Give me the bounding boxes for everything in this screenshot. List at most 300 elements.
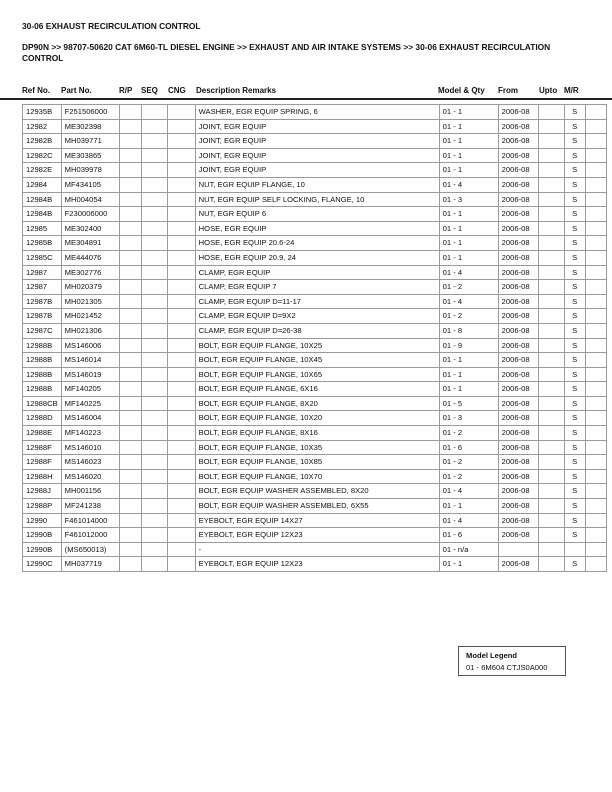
- cell-ref-no: 12984B: [23, 192, 62, 207]
- cell-spacer: [585, 396, 606, 411]
- table-row: [23, 455, 607, 470]
- cell-part-no: ME304891: [61, 236, 119, 251]
- cell-rp: [119, 280, 141, 295]
- table-row: [23, 338, 607, 353]
- cell-spacer: [585, 134, 606, 149]
- table-row: [23, 221, 607, 236]
- cell-from: 2006-08: [498, 323, 538, 338]
- table-row: [23, 294, 607, 309]
- cell-description: WASHER, EGR EQUIP SPRING, 6: [195, 105, 439, 120]
- cell-seq: [141, 440, 167, 455]
- cell-model-qty: 01 - 4: [439, 294, 498, 309]
- cell-upto: [538, 382, 564, 397]
- cell-description: BOLT, EGR EQUIP FLANGE, 8X20: [195, 396, 439, 411]
- cell-seq: [141, 499, 167, 514]
- table-row: [23, 557, 607, 572]
- table-row: [23, 192, 607, 207]
- table-row: [23, 542, 607, 557]
- cell-model-qty: 01 - 1: [439, 207, 498, 222]
- cell-cng: [167, 557, 195, 572]
- cell-ref-no: 12988E: [23, 426, 62, 441]
- cell-description: NUT, EGR EQUIP SELF LOCKING, FLANGE, 10: [195, 192, 439, 207]
- cell-upto: [538, 134, 564, 149]
- cell-seq: [141, 236, 167, 251]
- cell-model-qty: 01 - 8: [439, 323, 498, 338]
- cell-mr: S: [564, 396, 585, 411]
- cell-mr: S: [564, 367, 585, 382]
- cell-mr: S: [564, 134, 585, 149]
- cell-cng: [167, 382, 195, 397]
- cell-mr: S: [564, 469, 585, 484]
- cell-model-qty: 01 - 2: [439, 309, 498, 324]
- cell-ref-no: 12990C: [23, 557, 62, 572]
- cell-model-qty: 01 - 1: [439, 163, 498, 178]
- cell-rp: [119, 542, 141, 557]
- cell-spacer: [585, 309, 606, 324]
- header-part-no: Part No.: [61, 86, 92, 95]
- cell-ref-no: 12982C: [23, 148, 62, 163]
- cell-cng: [167, 236, 195, 251]
- cell-part-no: ME444076: [61, 250, 119, 265]
- cell-rp: [119, 163, 141, 178]
- cell-from: 2006-08: [498, 177, 538, 192]
- cell-spacer: [585, 177, 606, 192]
- cell-from: 2006-08: [498, 367, 538, 382]
- cell-ref-no: 12988F: [23, 440, 62, 455]
- cell-model-qty: 01 - 2: [439, 280, 498, 295]
- cell-ref-no: 12990B: [23, 542, 62, 557]
- cell-from: 2006-08: [498, 440, 538, 455]
- cell-seq: [141, 207, 167, 222]
- cell-spacer: [585, 411, 606, 426]
- cell-part-no: MF434105: [61, 177, 119, 192]
- header-divider: [0, 98, 612, 100]
- cell-description: BOLT, EGR EQUIP FLANGE, 10X70: [195, 469, 439, 484]
- cell-part-no: F461012000: [61, 528, 119, 543]
- cell-description: BOLT, EGR EQUIP FLANGE, 10X65: [195, 367, 439, 382]
- cell-description: HOSE, EGR EQUIP 20.6-24: [195, 236, 439, 251]
- parts-table: [22, 104, 607, 572]
- cell-model-qty: 01 - 3: [439, 411, 498, 426]
- cell-cng: [167, 105, 195, 120]
- table-row: [23, 119, 607, 134]
- cell-mr: S: [564, 382, 585, 397]
- cell-from: 2006-08: [498, 382, 538, 397]
- cell-part-no: MF140225: [61, 396, 119, 411]
- cell-part-no: F251506000: [61, 105, 119, 120]
- cell-mr: S: [564, 119, 585, 134]
- cell-cng: [167, 309, 195, 324]
- cell-ref-no: 12982: [23, 119, 62, 134]
- cell-description: BOLT, EGR EQUIP FLANGE, 10X35: [195, 440, 439, 455]
- cell-description: JOINT, EGR EQUIP: [195, 134, 439, 149]
- cell-rp: [119, 411, 141, 426]
- table-row: [23, 105, 607, 120]
- cell-rp: [119, 221, 141, 236]
- cell-part-no: ME303865: [61, 148, 119, 163]
- cell-rp: [119, 134, 141, 149]
- cell-model-qty: 01 - 4: [439, 484, 498, 499]
- cell-ref-no: 12985: [23, 221, 62, 236]
- cell-cng: [167, 528, 195, 543]
- cell-upto: [538, 105, 564, 120]
- cell-mr: S: [564, 557, 585, 572]
- cell-mr: S: [564, 177, 585, 192]
- cell-description: BOLT, EGR EQUIP WASHER ASSEMBLED, 8X20: [195, 484, 439, 499]
- cell-part-no: MF241238: [61, 499, 119, 514]
- cell-from: 2006-08: [498, 411, 538, 426]
- legend-entry: 01 - 6M604 CTJS0A000: [466, 663, 548, 672]
- cell-model-qty: 01 - 1: [439, 236, 498, 251]
- cell-ref-no: 12990: [23, 513, 62, 528]
- cell-seq: [141, 309, 167, 324]
- cell-model-qty: 01 - 1: [439, 119, 498, 134]
- cell-description: EYEBOLT, EGR EQUIP 14X27: [195, 513, 439, 528]
- table-row: [23, 323, 607, 338]
- cell-description: BOLT, EGR EQUIP FLANGE, 10X85: [195, 455, 439, 470]
- table-row: [23, 367, 607, 382]
- cell-model-qty: 01 - 1: [439, 221, 498, 236]
- cell-spacer: [585, 499, 606, 514]
- cell-model-qty: 01 - 4: [439, 265, 498, 280]
- cell-cng: [167, 148, 195, 163]
- header-model-qty: Model & Qty: [438, 86, 485, 95]
- cell-mr: S: [564, 105, 585, 120]
- cell-from: 2006-08: [498, 236, 538, 251]
- cell-rp: [119, 367, 141, 382]
- cell-from: 2006-08: [498, 455, 538, 470]
- cell-upto: [538, 280, 564, 295]
- breadcrumb: DP90N >> 98707-50620 CAT 6M60-TL DIESEL ENGINE >> EXHAUST AND AIR INTAKE SYSTEMS >> 30-06 EXHAUST RECIRCULATION CONTROL: [22, 42, 551, 63]
- cell-part-no: MH021305: [61, 294, 119, 309]
- cell-spacer: [585, 353, 606, 368]
- cell-ref-no: 12982B: [23, 134, 62, 149]
- cell-part-no: MH039771: [61, 134, 119, 149]
- table-row: [23, 396, 607, 411]
- table-row: [23, 528, 607, 543]
- table-row: [23, 134, 607, 149]
- cell-mr: S: [564, 323, 585, 338]
- cell-cng: [167, 455, 195, 470]
- cell-cng: [167, 440, 195, 455]
- cell-description: NUT, EGR EQUIP 6: [195, 207, 439, 222]
- header-upto: Upto: [539, 86, 558, 95]
- cell-description: EYEBOLT, EGR EQUIP 12X23: [195, 528, 439, 543]
- cell-upto: [538, 250, 564, 265]
- cell-cng: [167, 163, 195, 178]
- cell-description: NUT, EGR EQUIP FLANGE, 10: [195, 177, 439, 192]
- cell-rp: [119, 499, 141, 514]
- cell-upto: [538, 177, 564, 192]
- cell-rp: [119, 484, 141, 499]
- cell-rp: [119, 426, 141, 441]
- cell-seq: [141, 177, 167, 192]
- cell-from: 2006-08: [498, 396, 538, 411]
- cell-rp: [119, 382, 141, 397]
- cell-mr: S: [564, 280, 585, 295]
- table-header: [0, 86, 612, 98]
- cell-rp: [119, 177, 141, 192]
- cell-rp: [119, 192, 141, 207]
- cell-upto: [538, 499, 564, 514]
- cell-ref-no: 12987: [23, 265, 62, 280]
- cell-model-qty: 01 - 1: [439, 557, 498, 572]
- cell-seq: [141, 382, 167, 397]
- cell-upto: [538, 192, 564, 207]
- cell-spacer: [585, 119, 606, 134]
- cell-upto: [538, 265, 564, 280]
- cell-description: BOLT, EGR EQUIP FLANGE, 10X25: [195, 338, 439, 353]
- cell-part-no: MS146019: [61, 367, 119, 382]
- cell-description: EYEBOLT, EGR EQUIP 12X23: [195, 557, 439, 572]
- cell-ref-no: 12988J: [23, 484, 62, 499]
- cell-ref-no: 12987B: [23, 294, 62, 309]
- cell-ref-no: 12988F: [23, 455, 62, 470]
- cell-ref-no: 12988B: [23, 338, 62, 353]
- cell-description: CLAMP, EGR EQUIP 7: [195, 280, 439, 295]
- cell-model-qty: 01 - 4: [439, 177, 498, 192]
- cell-cng: [167, 323, 195, 338]
- cell-from: 2006-08: [498, 426, 538, 441]
- cell-spacer: [585, 236, 606, 251]
- table-row: [23, 309, 607, 324]
- cell-from: 2006-08: [498, 513, 538, 528]
- cell-ref-no: 12988D: [23, 411, 62, 426]
- cell-upto: [538, 353, 564, 368]
- cell-part-no: MF140223: [61, 426, 119, 441]
- cell-spacer: [585, 250, 606, 265]
- cell-ref-no: 12987C: [23, 323, 62, 338]
- cell-spacer: [585, 484, 606, 499]
- cell-rp: [119, 119, 141, 134]
- model-legend: [458, 646, 566, 676]
- cell-model-qty: 01 - 2: [439, 426, 498, 441]
- cell-ref-no: 12984B: [23, 207, 62, 222]
- cell-part-no: F461014000: [61, 513, 119, 528]
- table-row: [23, 148, 607, 163]
- cell-upto: [538, 338, 564, 353]
- cell-spacer: [585, 192, 606, 207]
- cell-upto: [538, 411, 564, 426]
- cell-seq: [141, 323, 167, 338]
- table-row: [23, 426, 607, 441]
- cell-mr: S: [564, 294, 585, 309]
- cell-mr: S: [564, 426, 585, 441]
- header-rp: R/P: [119, 86, 133, 95]
- cell-mr: S: [564, 265, 585, 280]
- cell-rp: [119, 469, 141, 484]
- cell-ref-no: 12987: [23, 280, 62, 295]
- cell-spacer: [585, 557, 606, 572]
- cell-seq: [141, 557, 167, 572]
- cell-cng: [167, 469, 195, 484]
- cell-part-no: MH037719: [61, 557, 119, 572]
- cell-cng: [167, 265, 195, 280]
- cell-from: 2006-08: [498, 353, 538, 368]
- cell-ref-no: 12988P: [23, 499, 62, 514]
- cell-model-qty: 01 - 5: [439, 396, 498, 411]
- cell-spacer: [585, 105, 606, 120]
- cell-description: BOLT, EGR EQUIP FLANGE, 8X16: [195, 426, 439, 441]
- cell-mr: S: [564, 528, 585, 543]
- cell-part-no: ME302398: [61, 119, 119, 134]
- cell-cng: [167, 250, 195, 265]
- cell-cng: [167, 542, 195, 557]
- table-row: [23, 177, 607, 192]
- cell-from: 2006-08: [498, 119, 538, 134]
- table-row: [23, 382, 607, 397]
- cell-from: 2006-08: [498, 499, 538, 514]
- cell-description: CLAMP, EGR EQUIP: [195, 265, 439, 280]
- cell-cng: [167, 134, 195, 149]
- cell-mr: S: [564, 309, 585, 324]
- cell-model-qty: 01 - 1: [439, 382, 498, 397]
- cell-cng: [167, 484, 195, 499]
- cell-mr: S: [564, 353, 585, 368]
- cell-model-qty: 01 - 1: [439, 105, 498, 120]
- cell-part-no: ME302776: [61, 265, 119, 280]
- cell-rp: [119, 440, 141, 455]
- cell-mr: S: [564, 411, 585, 426]
- cell-upto: [538, 396, 564, 411]
- table-row: [23, 353, 607, 368]
- cell-part-no: MS146014: [61, 353, 119, 368]
- cell-upto: [538, 455, 564, 470]
- cell-seq: [141, 163, 167, 178]
- cell-ref-no: 12985C: [23, 250, 62, 265]
- cell-upto: [538, 119, 564, 134]
- cell-cng: [167, 119, 195, 134]
- cell-cng: [167, 280, 195, 295]
- cell-model-qty: 01 - 1: [439, 499, 498, 514]
- cell-part-no: (MS650013): [61, 542, 119, 557]
- cell-mr: S: [564, 207, 585, 222]
- cell-model-qty: 01 - 4: [439, 513, 498, 528]
- cell-description: -: [195, 542, 439, 557]
- cell-upto: [538, 148, 564, 163]
- cell-from: 2006-08: [498, 294, 538, 309]
- cell-spacer: [585, 163, 606, 178]
- cell-rp: [119, 455, 141, 470]
- cell-upto: [538, 484, 564, 499]
- cell-part-no: MH001156: [61, 484, 119, 499]
- table-row: [23, 265, 607, 280]
- cell-part-no: ME302400: [61, 221, 119, 236]
- cell-rp: [119, 513, 141, 528]
- cell-model-qty: 01 - 1: [439, 148, 498, 163]
- cell-spacer: [585, 513, 606, 528]
- cell-seq: [141, 513, 167, 528]
- cell-mr: S: [564, 513, 585, 528]
- cell-upto: [538, 294, 564, 309]
- cell-model-qty: 01 - 1: [439, 134, 498, 149]
- cell-spacer: [585, 338, 606, 353]
- cell-seq: [141, 105, 167, 120]
- cell-seq: [141, 426, 167, 441]
- cell-spacer: [585, 542, 606, 557]
- cell-seq: [141, 411, 167, 426]
- cell-from: [498, 542, 538, 557]
- table-row: [23, 440, 607, 455]
- cell-rp: [119, 250, 141, 265]
- table-row: [23, 484, 607, 499]
- cell-cng: [167, 367, 195, 382]
- cell-rp: [119, 353, 141, 368]
- cell-cng: [167, 353, 195, 368]
- cell-seq: [141, 542, 167, 557]
- cell-cng: [167, 499, 195, 514]
- cell-from: 2006-08: [498, 309, 538, 324]
- cell-spacer: [585, 207, 606, 222]
- cell-spacer: [585, 528, 606, 543]
- cell-upto: [538, 221, 564, 236]
- cell-part-no: MS146020: [61, 469, 119, 484]
- header-from: From: [498, 86, 518, 95]
- cell-description: HOSE, EGR EQUIP: [195, 221, 439, 236]
- cell-from: 2006-08: [498, 280, 538, 295]
- cell-upto: [538, 440, 564, 455]
- cell-mr: S: [564, 148, 585, 163]
- cell-rp: [119, 236, 141, 251]
- cell-spacer: [585, 455, 606, 470]
- cell-cng: [167, 426, 195, 441]
- cell-seq: [141, 221, 167, 236]
- cell-spacer: [585, 323, 606, 338]
- cell-part-no: MH021452: [61, 309, 119, 324]
- cell-mr: S: [564, 250, 585, 265]
- cell-description: BOLT, EGR EQUIP FLANGE, 10X20: [195, 411, 439, 426]
- table-row: [23, 280, 607, 295]
- cell-seq: [141, 119, 167, 134]
- cell-ref-no: 12985B: [23, 236, 62, 251]
- cell-spacer: [585, 367, 606, 382]
- cell-rp: [119, 105, 141, 120]
- cell-from: 2006-08: [498, 469, 538, 484]
- cell-seq: [141, 265, 167, 280]
- cell-seq: [141, 280, 167, 295]
- cell-ref-no: 12990B: [23, 528, 62, 543]
- cell-model-qty: 01 - 2: [439, 455, 498, 470]
- cell-cng: [167, 207, 195, 222]
- cell-ref-no: 12984: [23, 177, 62, 192]
- cell-description: BOLT, EGR EQUIP FLANGE, 6X16: [195, 382, 439, 397]
- cell-mr: S: [564, 163, 585, 178]
- cell-ref-no: 12987B: [23, 309, 62, 324]
- cell-model-qty: 01 - 9: [439, 338, 498, 353]
- cell-upto: [538, 207, 564, 222]
- cell-rp: [119, 323, 141, 338]
- cell-seq: [141, 250, 167, 265]
- cell-spacer: [585, 382, 606, 397]
- table-row: [23, 163, 607, 178]
- cell-ref-no: 12988B: [23, 353, 62, 368]
- cell-cng: [167, 338, 195, 353]
- cell-part-no: MF140205: [61, 382, 119, 397]
- cell-seq: [141, 353, 167, 368]
- table-row: [23, 513, 607, 528]
- cell-model-qty: 01 - 1: [439, 367, 498, 382]
- cell-model-qty: 01 - 2: [439, 469, 498, 484]
- cell-from: 2006-08: [498, 265, 538, 280]
- cell-part-no: MH004054: [61, 192, 119, 207]
- cell-cng: [167, 396, 195, 411]
- header-cng: CNG: [168, 86, 186, 95]
- cell-rp: [119, 309, 141, 324]
- cell-spacer: [585, 440, 606, 455]
- cell-spacer: [585, 294, 606, 309]
- cell-ref-no: 12988H: [23, 469, 62, 484]
- legend-title: Model Legend: [466, 651, 518, 660]
